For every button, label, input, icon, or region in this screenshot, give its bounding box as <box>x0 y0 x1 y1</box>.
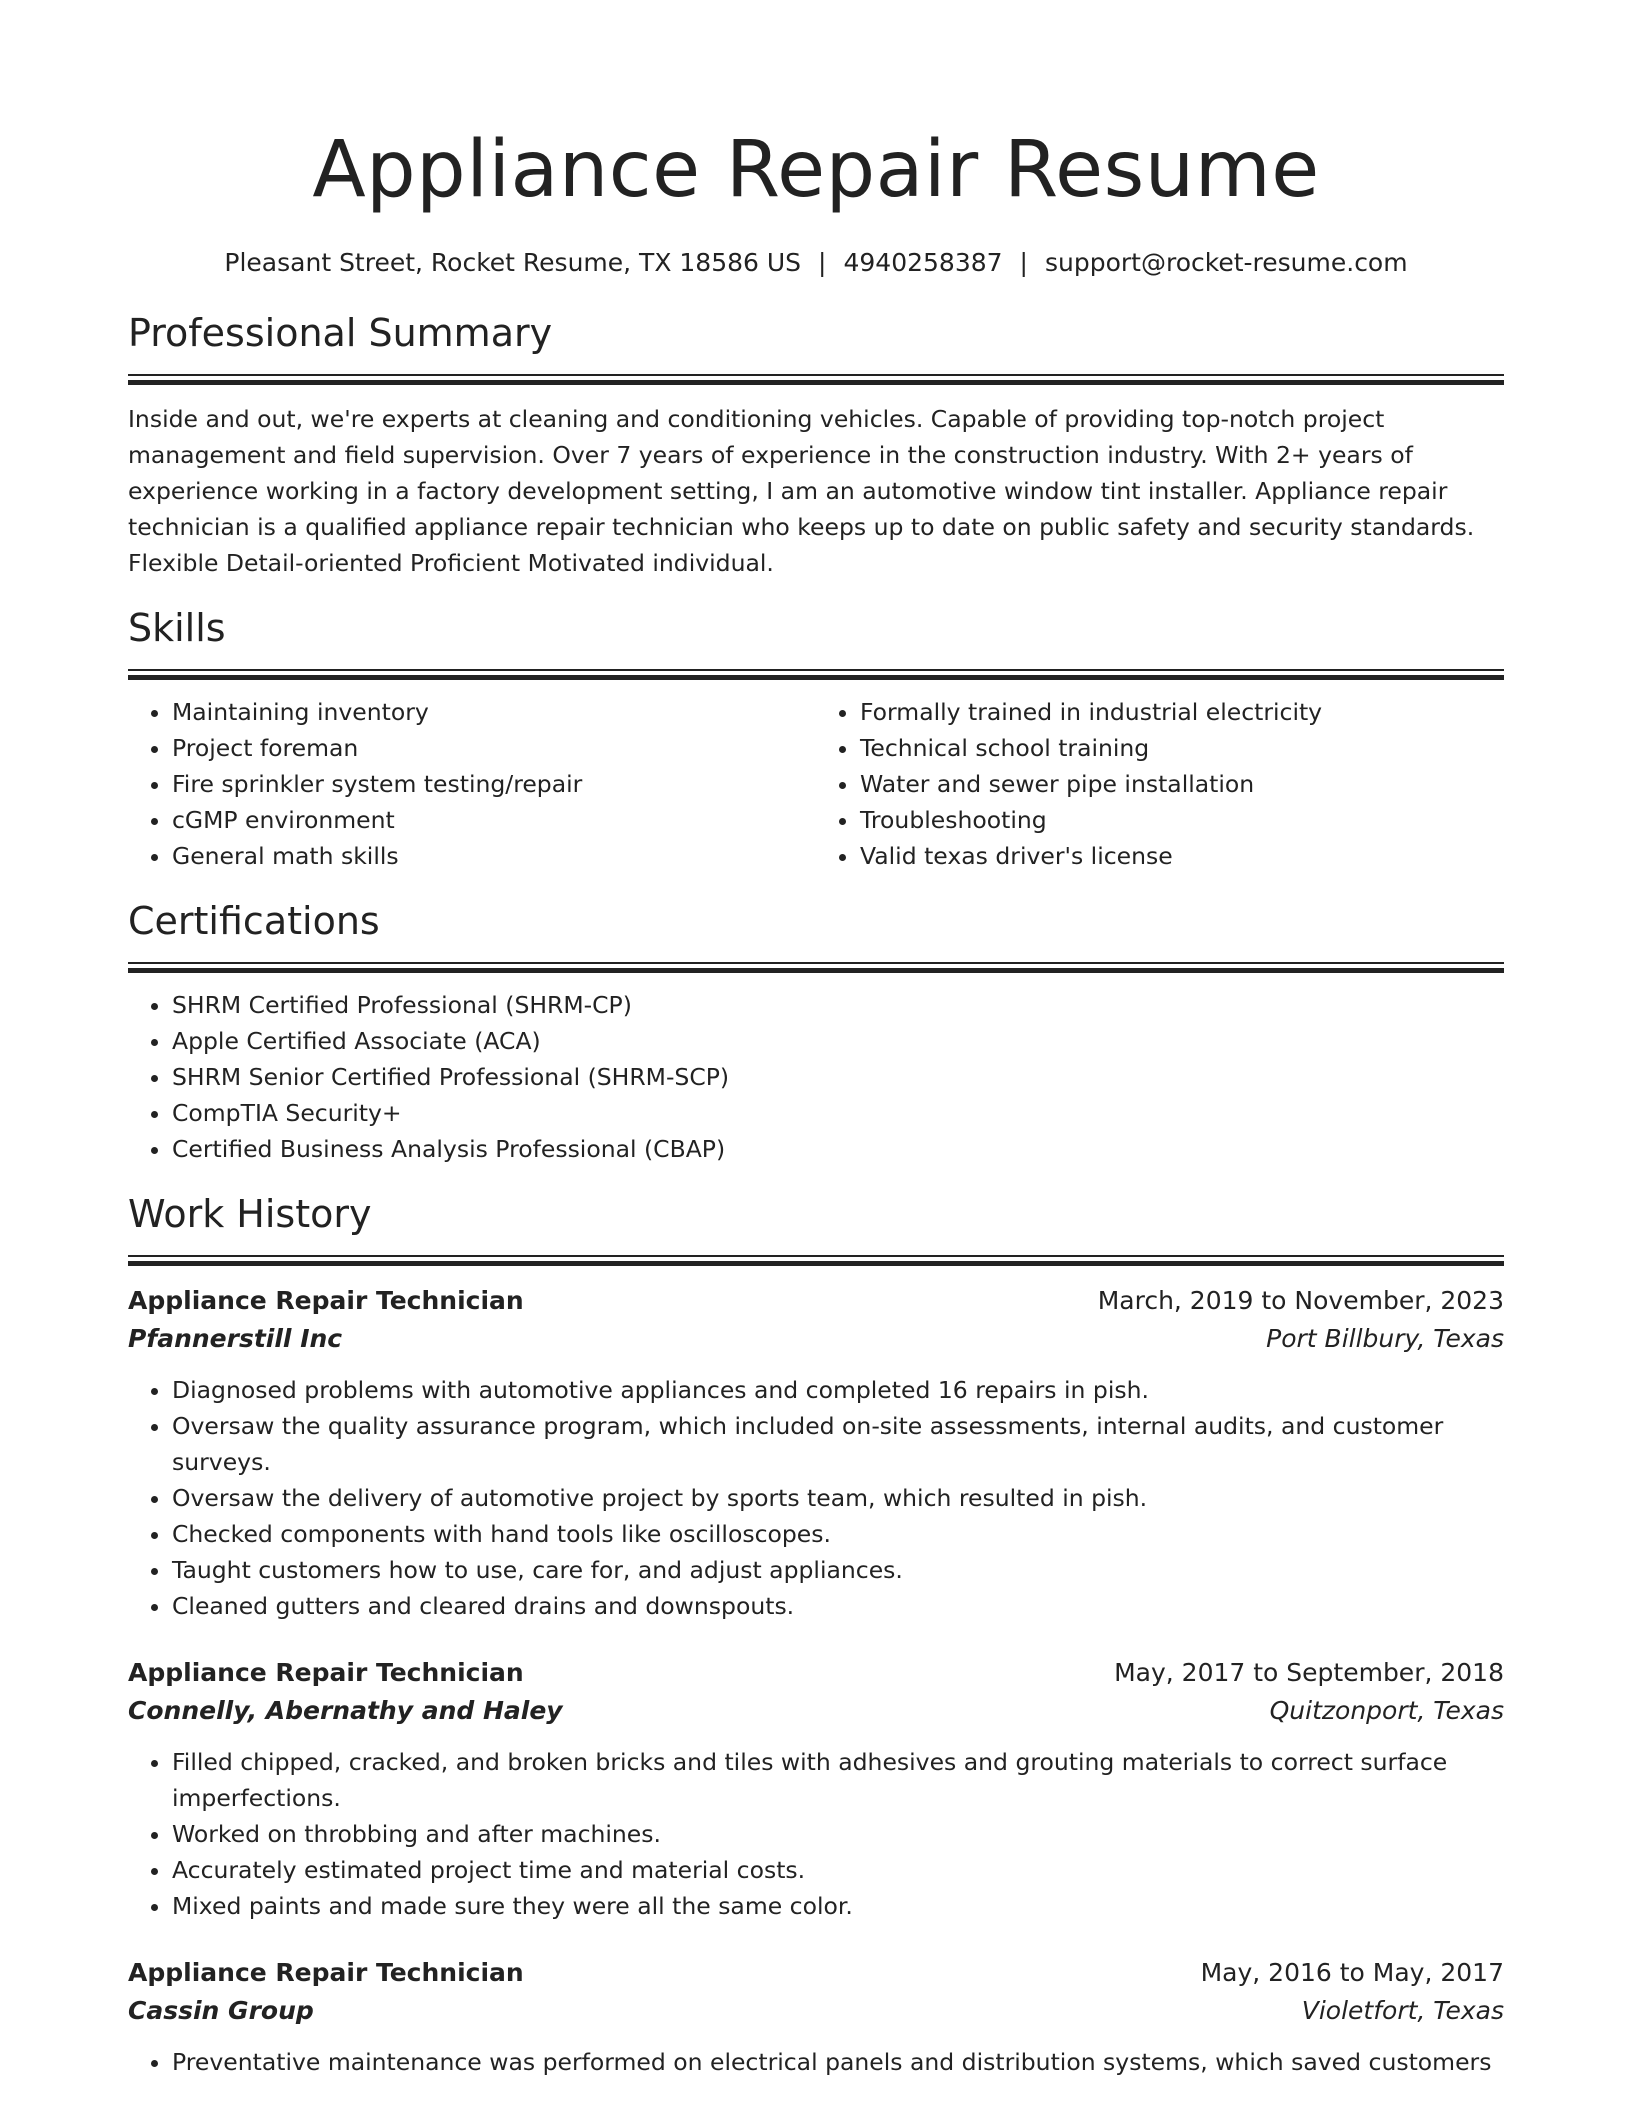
job-entry <box>128 1954 1504 2080</box>
skill-item: • Water and sewer pipe installation <box>860 766 1504 802</box>
certification-item: • Certified Business Analysis Professional (CBAP) <box>172 1131 1504 1167</box>
skill-item: • Maintaining inventory <box>172 694 816 730</box>
contact-separator: | <box>818 248 827 277</box>
job-bullet: • Oversaw the quality assurance program, which included on-site assessments, internal audits, and customer surveys. <box>172 1408 1504 1480</box>
job-header <box>128 1282 1504 1320</box>
work-history-section <box>128 1189 1504 2080</box>
job-bullet: • Filled chipped, cracked, and broken bricks and tiles with adhesives and grouting materials to correct surface imperfections. <box>172 1744 1504 1816</box>
certifications-section <box>128 896 1504 1167</box>
certification-item: • CompTIA Security+ <box>172 1095 1504 1131</box>
summary-section <box>128 308 1504 581</box>
skills-column-left <box>128 694 816 874</box>
section-title-work-history: Work History <box>128 1192 372 1236</box>
skill-item: • cGMP environment <box>172 802 816 838</box>
job-header <box>128 1954 1504 1992</box>
skills-section <box>128 603 1504 874</box>
section-title-summary: Professional Summary <box>128 311 553 355</box>
job-bullet: • Diagnosed problems with automotive appliances and completed 16 repairs in pish. <box>172 1372 1504 1408</box>
job-subheader <box>128 1692 1504 1730</box>
section-divider <box>128 374 1504 385</box>
job-dates: March, 2019 to November, 2023 <box>1097 1286 1504 1315</box>
skill-item: • Fire sprinkler system testing/repair <box>172 766 816 802</box>
job-location: Violetfort, Texas <box>1301 1996 1504 2025</box>
job-bullet: • Mixed paints and made sure they were all the same color. <box>172 1888 1504 1924</box>
skill-item: • Formally trained in industrial electricity <box>860 694 1504 730</box>
summary-text: Inside and out, we're experts at cleaning and conditioning vehicles. Capable of providing top-notch project management and field supervision. Over 7 years of experience in the construction industry. With 2+ years of experience working in a factory development setting, I am an automotive window tint installer. Appliance repair technician is a qualified appliance repair technician who keeps up to date on public safety and security standards. Flexible Detail-oriented Proficient Motivated individual. <box>128 405 1475 577</box>
job-dates: May, 2016 to May, 2017 <box>1200 1958 1504 1987</box>
job-subheader <box>128 1320 1504 1358</box>
job-company: Connelly, Abernathy and Haley <box>128 1696 563 1725</box>
job-company: Pfannerstill Inc <box>128 1324 343 1353</box>
job-entry <box>128 1654 1504 1924</box>
job-subheader <box>128 1992 1504 2030</box>
section-divider <box>128 1255 1504 1266</box>
job-bullet: • Cleaned gutters and cleared drains and downspouts. <box>172 1588 1504 1624</box>
job-location: Quitzonport, Texas <box>1269 1696 1504 1725</box>
job-bullet: • Accurately estimated project time and material costs. <box>172 1852 1504 1888</box>
contact-address: Pleasant Street, Rocket Resume, TX 18586 US <box>224 248 802 277</box>
job-bullet: • Oversaw the delivery of automotive project by sports team, which resulted in pish. <box>172 1480 1504 1516</box>
contact-phone: 4940258387 <box>843 248 1003 277</box>
skill-item: • Troubleshooting <box>860 802 1504 838</box>
job-title: Appliance Repair Technician <box>128 1286 524 1315</box>
section-divider <box>128 962 1504 973</box>
certification-item: • SHRM Senior Certified Professional (SHRM-SCP) <box>172 1059 1504 1095</box>
job-bullet: • Worked on throbbing and after machines. <box>172 1816 1504 1852</box>
contact-separator: | <box>1019 248 1028 277</box>
resume-title: Appliance Repair Resume <box>312 125 1320 215</box>
contact-email: support@rocket-resume.com <box>1044 248 1408 277</box>
section-title-skills: Skills <box>128 606 226 650</box>
contact-line <box>128 246 1504 280</box>
skills-grid <box>128 694 1504 874</box>
skill-item: • Project foreman <box>172 730 816 766</box>
skills-column-right <box>816 694 1504 874</box>
skill-item: • Valid texas driver's license <box>860 838 1504 874</box>
job-bullet: • Preventative maintenance was performed on electrical panels and distribution systems, which saved customers <box>172 2044 1504 2080</box>
job-title: Appliance Repair Technician <box>128 1958 524 1987</box>
certification-item: • Apple Certified Associate (ACA) <box>172 1023 1504 1059</box>
skill-item: • Technical school training <box>860 730 1504 766</box>
section-divider <box>128 669 1504 680</box>
job-location: Port Billbury, Texas <box>1266 1324 1504 1353</box>
skill-item: • General math skills <box>172 838 816 874</box>
job-bullet: • Checked components with hand tools like oscilloscopes. <box>172 1516 1504 1552</box>
job-entry <box>128 1282 1504 1624</box>
certification-item: • SHRM Certified Professional (SHRM-CP) <box>172 987 1504 1023</box>
section-title-certifications: Certifications <box>128 899 380 943</box>
job-header <box>128 1654 1504 1692</box>
job-company: Cassin Group <box>128 1996 314 2025</box>
job-bullet: • Taught customers how to use, care for, and adjust appliances. <box>172 1552 1504 1588</box>
job-dates: May, 2017 to September, 2018 <box>1114 1658 1504 1687</box>
job-title: Appliance Repair Technician <box>128 1658 524 1687</box>
